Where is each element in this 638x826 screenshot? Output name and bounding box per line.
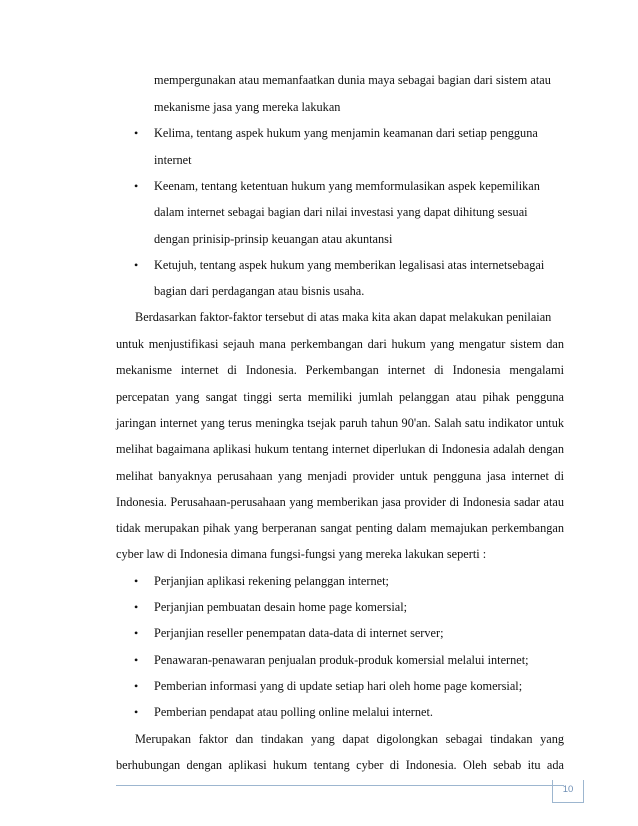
paragraph-line: Merupakan faktor dan tindakan yang dapat digolongkan sebagai tindakan yang xyxy=(135,732,564,746)
page-number: 10 xyxy=(562,784,574,795)
bullet-icon: • xyxy=(134,626,139,640)
list-item-text: mempergunakan atau memanfaatkan dunia maya sebagai bagian dari sistem atau xyxy=(154,73,551,87)
bullet-icon: • xyxy=(134,653,139,667)
list-item-text: Kelima, tentang aspek hukum yang menjamin keamanan dari setiap pengguna xyxy=(154,126,538,140)
list-item-text: Pemberian pendapat atau polling online melalui internet. xyxy=(154,705,433,719)
list-item-text: dalam internet sebagai bagian dari nilai investasi yang dapat dihitung sesuai xyxy=(154,205,528,219)
list-item-text: Perjanjian reseller penempatan data-data di internet server; xyxy=(154,626,444,640)
paragraph-line: jaringan internet yang terus meningka tsejak paruh tahun 90'an. Salah satu indikator untuk xyxy=(116,416,564,430)
list-item-text: mekanisme jasa yang mereka lakukan xyxy=(154,100,341,114)
paragraph-line: Berdasarkan faktor-faktor tersebut di atas maka kita akan dapat melakukan penilaian xyxy=(135,310,552,324)
paragraph-line: melihat bagaimana aplikasi hukum tentang internet diperlukan di Indonesia adalah dengan xyxy=(116,442,564,456)
list-item-text: Perjanjian pembuatan desain home page komersial; xyxy=(154,600,408,614)
bullet-icon: • xyxy=(134,126,139,140)
paragraph-line: mekanisme internet di Indonesia. Perkembangan internet di Indonesia mengalami xyxy=(116,363,564,377)
bullet-icon: • xyxy=(134,574,139,588)
paragraph-line: cyber law di Indonesia dimana fungsi-fungsi yang mereka lakukan seperti : xyxy=(116,547,487,561)
bullet-icon: • xyxy=(134,705,139,719)
bullet-icon: • xyxy=(134,679,139,693)
footer-rule xyxy=(116,785,564,786)
list-item-text: bagian dari perdagangan atau bisnis usaha. xyxy=(154,284,365,298)
list-item-text: Penawaran-penawaran penjualan produk-produk komersial melalui internet; xyxy=(154,653,529,667)
paragraph-line: tidak merupakan pihak yang berperanan sangat penting dalam memajukan perkembangan xyxy=(116,521,564,535)
bullet-icon: • xyxy=(134,179,139,193)
paragraph-line: percepatan yang sangat tinggi serta memiliki jumlah pelanggan atau pihak pengguna xyxy=(116,390,564,404)
paragraph-line: berhubungan dengan aplikasi hukum tentang cyber di Indonesia. Oleh sebab itu ada xyxy=(116,758,564,772)
paragraph-line: untuk menjustifikasi sejauh mana perkembangan dari hukum yang mengatur sistem dan xyxy=(116,337,564,351)
bullet-icon: • xyxy=(134,258,139,272)
list-item-text: Pemberian informasi yang di update setiap hari oleh home page komersial; xyxy=(154,679,523,693)
list-item-text: Ketujuh, tentang aspek hukum yang memberikan legalisasi atas internetsebagai xyxy=(154,258,545,272)
list-item-text: Perjanjian aplikasi rekening pelanggan internet; xyxy=(154,574,389,588)
bullet-icon: • xyxy=(134,600,139,614)
page-number-box xyxy=(552,780,584,803)
list-item-text: Keenam, tentang ketentuan hukum yang memformulasikan aspek kepemilikan xyxy=(154,179,540,193)
paragraph-line: Indonesia. Perusahaan-perusahaan yang memberikan jasa provider di Indonesia sadar atau xyxy=(116,495,564,509)
list-item-text: internet xyxy=(154,153,192,167)
paragraph-line: melihat banyaknya perusahaan yang menjadi provider untuk pengguna jasa internet di xyxy=(116,469,564,483)
list-item-text: dengan prinisip-prinsip keuangan atau akuntansi xyxy=(154,232,393,246)
